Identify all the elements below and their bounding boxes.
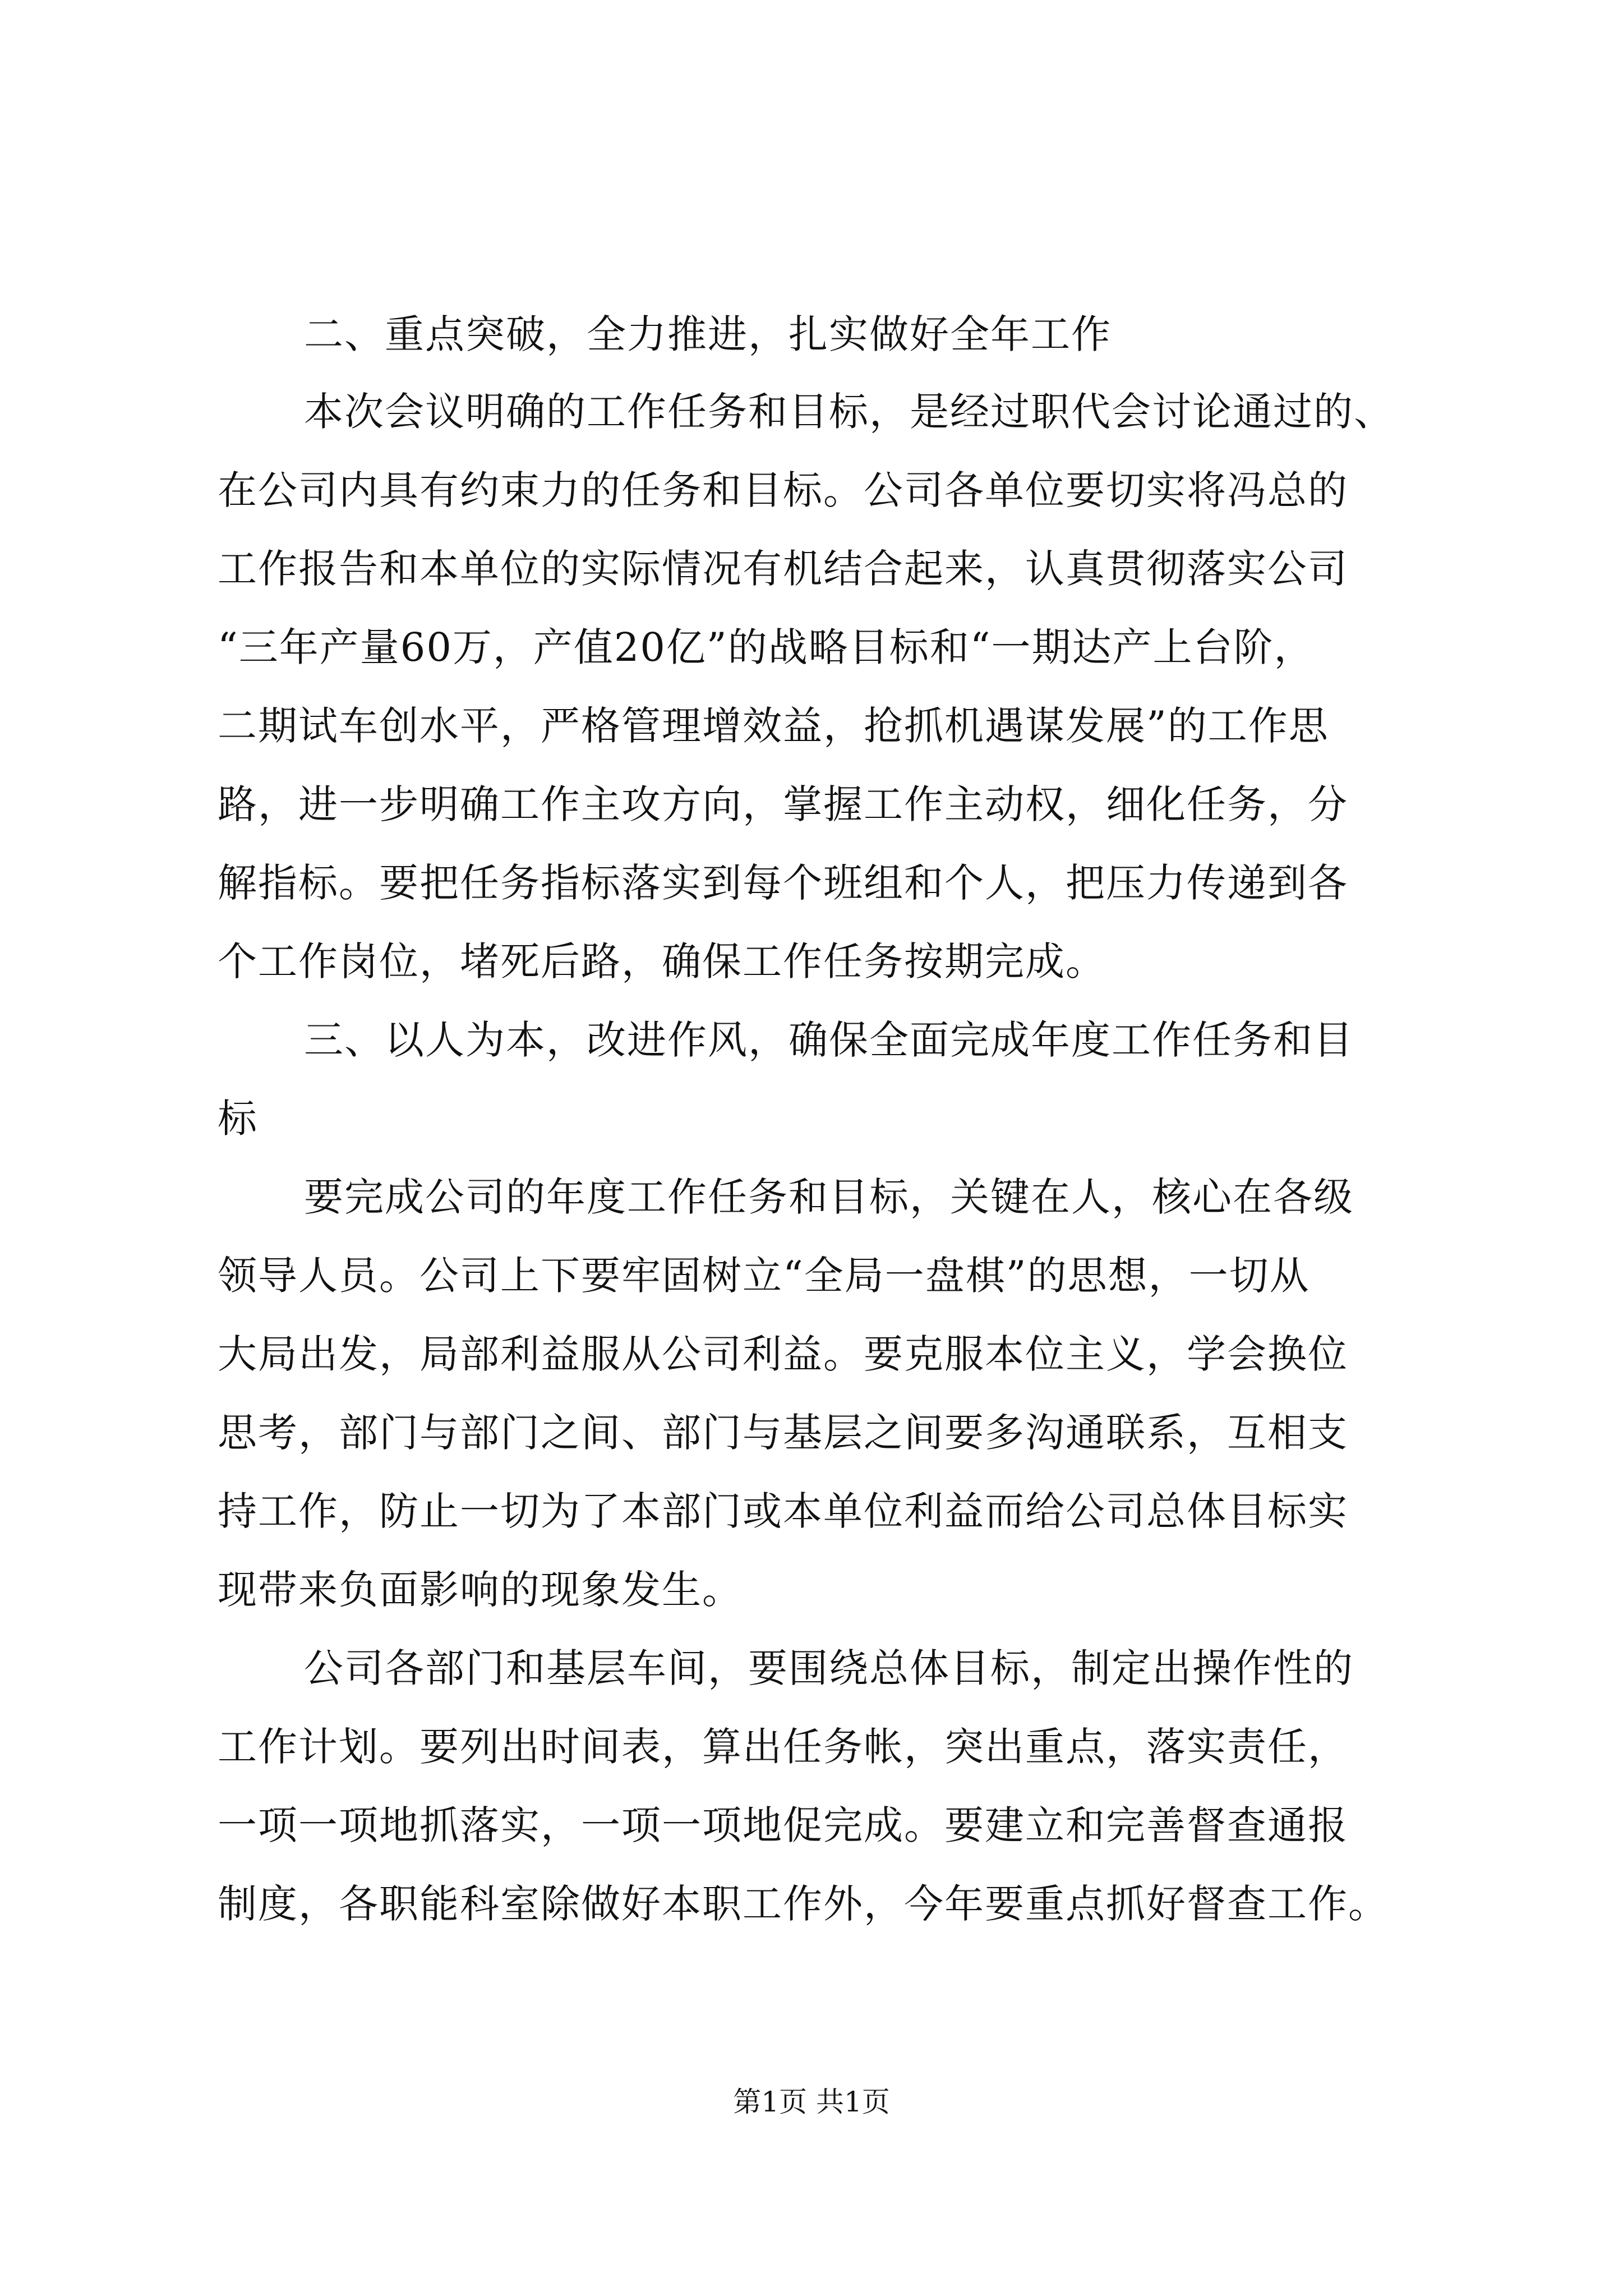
paragraph-2-line-1: 要完成公司的年度工作任务和目标，关键在人，核心在各级	[304, 1174, 1354, 1220]
paragraph-3-line-1: 公司各部门和基层车间，要围绕总体目标，制定出操作性的	[304, 1645, 1354, 1691]
paragraph-1-line-5: 二期试车创水平，严格管理增效益，抢抓机遇谋发展”的工作思	[218, 703, 1329, 749]
paragraph-3-line-3: 一项一项地抓落实，一项一项地促完成。要建立和完善督查通报	[218, 1802, 1348, 1848]
paragraph-3-line-2: 工作计划。要列出时间表，算出任务帐，突出重点，落实责任，	[218, 1724, 1348, 1770]
paragraph-1-line-1: 本次会议明确的工作任务和目标，是经过职代会讨论通过的、	[304, 389, 1394, 435]
paragraph-2-line-4: 思考，部门与部门之间、部门与基层之间要多沟通联系，互相支	[218, 1410, 1348, 1456]
paragraph-1-line-8: 个工作岗位，堵死后路，确保工作任务按期完成。	[218, 938, 1106, 984]
paragraph-1-line-3: 工作报告和本单位的实际情况有机结合起来，认真贯彻落实公司	[218, 546, 1348, 592]
paragraph-2-line-6: 现带来负面影响的现象发生。	[218, 1567, 743, 1613]
paragraph-1-line-6: 路，进一步明确工作主攻方向，掌握工作主动权，细化任务，分	[218, 781, 1348, 827]
section-heading-3-line-2: 标	[218, 1096, 258, 1142]
paragraph-2-line-5: 持工作，防止一切为了本部门或本单位利益而给公司总体目标实	[218, 1488, 1348, 1534]
paragraph-2-line-2: 领导人员。公司上下要牢固树立“全局一盘棋”的思想，一切从	[218, 1253, 1310, 1299]
section-heading-3-line-1: 三、以人为本，改进作风，确保全面完成年度工作任务和目	[304, 1017, 1354, 1063]
section-heading-2: 二、重点突破，全力推进，扎实做好全年工作	[304, 311, 1112, 357]
paragraph-3-line-4: 制度，各职能科室除做好本职工作外，今年要重点抓好督查工作。	[218, 1881, 1389, 1927]
paragraph-1-line-4: “三年产量60万，产值20亿”的战略目标和“一期达产上台阶，	[218, 624, 1315, 670]
paragraph-1-line-2: 在公司内具有约束力的任务和目标。公司各单位要切实将冯总的	[218, 467, 1348, 513]
paragraph-2-line-3: 大局出发，局部利益服从公司利益。要克服本位主义，学会换位	[218, 1331, 1348, 1377]
paragraph-1-line-7: 解指标。要把任务指标落实到每个班组和个人，把压力传递到各	[218, 860, 1348, 906]
page-footer: 第1页 共1页	[733, 2086, 890, 2118]
